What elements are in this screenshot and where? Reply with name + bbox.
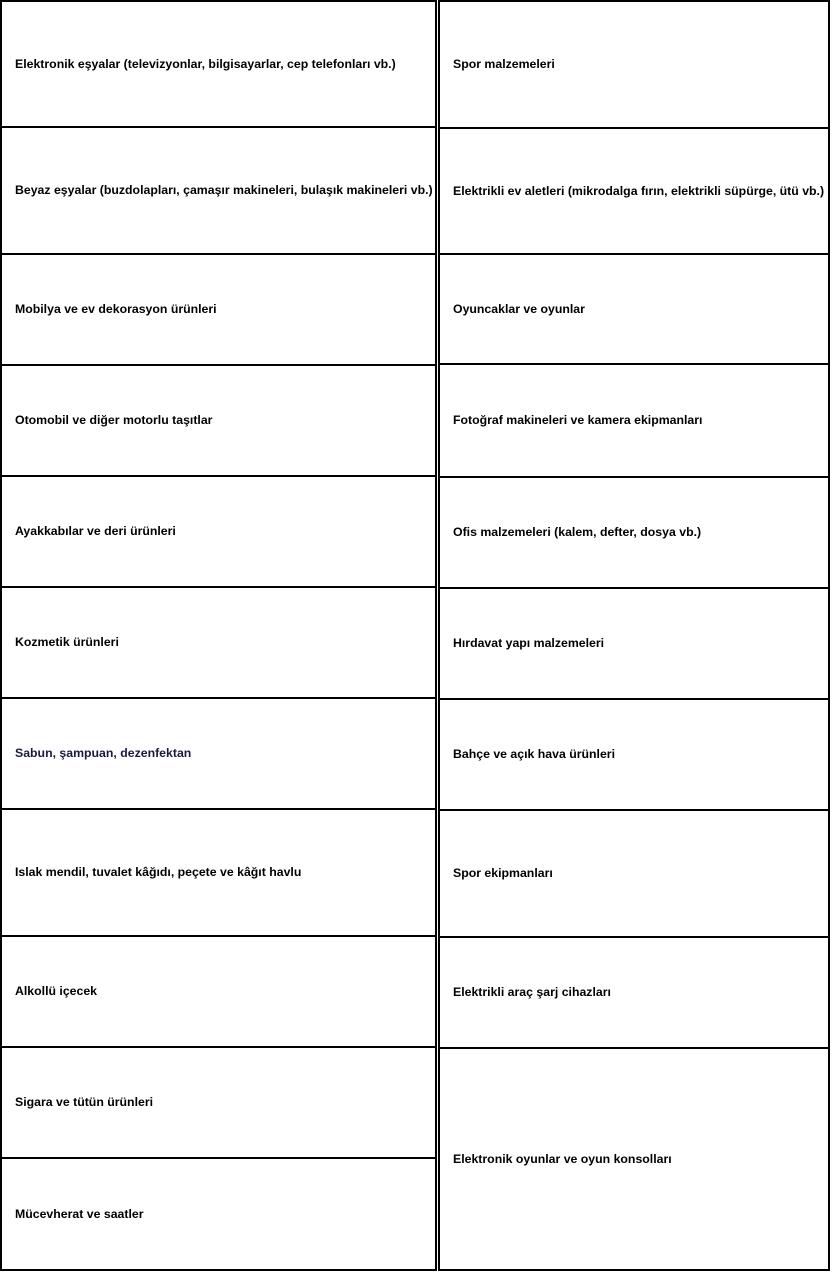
left-cell-tobacco [0,1046,437,1159]
right-cell-sports-supplies [438,0,830,129]
cell-label: Spor ekipmanları [453,866,553,881]
cell-label: Islak mendil, tuvalet kâğıdı, peçete ve kâğıt havlu [15,865,302,880]
cell-label: Ayakkabılar ve deri ürünleri [15,524,176,539]
cell-label: Mücevherat ve saatler [15,1206,144,1221]
cell-label: Alkollü içecek [15,984,98,999]
left-cell-shoes-leather [0,475,437,588]
right-cell-ev-chargers [438,936,830,1049]
cell-label: Sigara ve tütün ürünleri [15,1095,154,1110]
cell-label: Elektronik eşyalar (televizyonlar, bilgisayarlar, cep telefonları vb.) [15,56,396,71]
cell-label: Otomobil ve diğer motorlu taşıtlar [15,413,213,428]
right-cell-garden-outdoor [438,698,830,811]
cell-label: Fotoğraf makineleri ve kamera ekipmanları [453,413,703,428]
cell-label: Hırdavat yapı malzemeleri [453,636,605,651]
cell-label: Bahçe ve açık hava ürünleri [453,747,615,762]
cell-label: Sabun, şampuan, dezenfektan [15,746,192,761]
right-cell-hardware [438,587,830,700]
cell-label: Elektronik oyunlar ve oyun konsolları [453,1151,672,1166]
left-cell-soap-shampoo [0,697,437,810]
left-cell-automobile [0,364,437,477]
left-cell-jewelry [0,1157,437,1271]
right-cell-cameras [438,363,830,478]
right-cell-office-supplies [438,476,830,589]
left-cell-wipes-paper [0,808,437,937]
cell-label: Oyuncaklar ve oyunlar [453,301,585,316]
cell-label: Mobilya ve ev dekorasyon ürünleri [15,302,217,317]
cell-label: Spor malzemeleri [453,57,555,72]
cell-label: Ofis malzemeleri (kalem, defter, dosya vb.) [453,525,702,540]
left-cell-electronics [0,0,437,128]
left-cell-cosmetics [0,586,437,699]
right-cell-game-consoles [438,1047,830,1271]
cell-label: Beyaz eşyalar (buzdolapları, çamaşır makineleri, bulaşık makineleri vb.) [15,183,433,198]
right-cell-toys-games [438,253,830,365]
cell-label: Elektrikli ev aletleri (mikrodalga fırın, elektrikli süpürge, ütü vb.) [453,183,825,198]
cell-label: Elektrikli araç şarj cihazları [453,985,611,1000]
cell-label: Kozmetik ürünleri [15,635,119,650]
right-cell-small-appliances [438,127,830,255]
left-cell-alcohol [0,935,437,1048]
left-cell-furniture [0,253,437,366]
left-cell-white-goods [0,126,437,255]
right-cell-sports-equipment [438,809,830,938]
